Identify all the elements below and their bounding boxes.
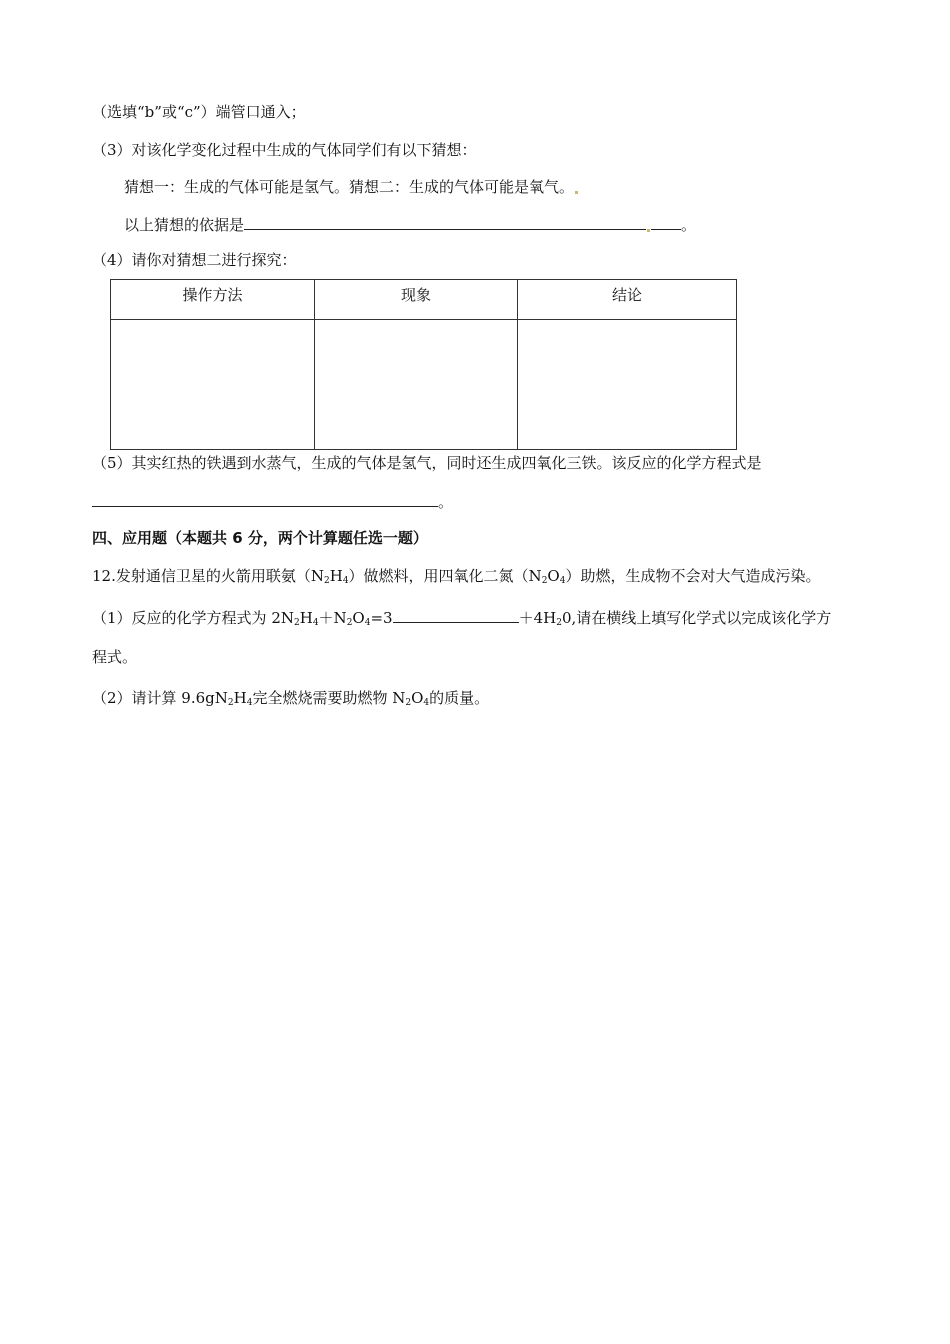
text-line-q12-1: （1）反应的化学方程式为 $2N_2H_4+N_2O_4=3 +4H_20$,请在横线上填写化学式以完成该化学方 bbox=[92, 606, 831, 628]
text-line-q12-1-cont: 程式。 bbox=[92, 648, 138, 666]
text-line-q5: （5）其实红热的铁遇到水蒸气，生成的气体是氢气，同时还生成四氧化三铁。该反应的化学方程式是 bbox=[92, 454, 762, 472]
table-cell-method[interactable] bbox=[111, 320, 315, 450]
answer-blank-basis-end[interactable] bbox=[651, 213, 681, 230]
text-line-1: （选填“b”或“c”）端管口通入； bbox=[92, 103, 306, 121]
table-row bbox=[111, 320, 737, 450]
answer-blank-basis[interactable] bbox=[244, 213, 646, 230]
text-line-q12: 12.发射通信卫星的火箭用联氨$(N_2H_4)$做燃料，用四氧化二氮$(N_2O_4)$助燃，生成物不会对大气造成污染。 bbox=[92, 567, 821, 586]
text-line-hypotheses: 猜想一：生成的气体可能是氢气。猜想二：生成的气体可能是氧气。 bbox=[124, 177, 579, 197]
text-line-basis: 以上猜想的依据是 。 bbox=[124, 213, 696, 235]
table-header-conclusion: 结论 bbox=[518, 280, 737, 320]
text-line-q4: （4）请你对猜想二进行探究： bbox=[92, 251, 297, 269]
dot-mark bbox=[575, 191, 578, 194]
table-cell-conclusion[interactable] bbox=[518, 320, 737, 450]
section-heading-application: 四、应用题（本题共 6 分，两个计算题任选一题） bbox=[92, 529, 428, 547]
answer-blank-equation[interactable] bbox=[92, 490, 438, 507]
dot-mark bbox=[647, 229, 650, 232]
text-line-q12-2: （2）请计算 $9.6gN_2H_4$完全燃烧需要助燃物 $N_2O_4$的质量。 bbox=[92, 689, 490, 708]
table-header-phenomenon: 现象 bbox=[315, 280, 518, 320]
table-header-row bbox=[111, 280, 737, 320]
table-header-method: 操作方法 bbox=[111, 280, 315, 320]
text-line-equation-blank: 。 bbox=[92, 490, 453, 512]
answer-blank-formula[interactable] bbox=[393, 606, 519, 623]
text-line-q3: （3）对该化学变化过程中生成的气体同学们有以下猜想： bbox=[92, 141, 477, 159]
experiment-table bbox=[110, 279, 737, 450]
table-cell-phenomenon[interactable] bbox=[315, 320, 518, 450]
